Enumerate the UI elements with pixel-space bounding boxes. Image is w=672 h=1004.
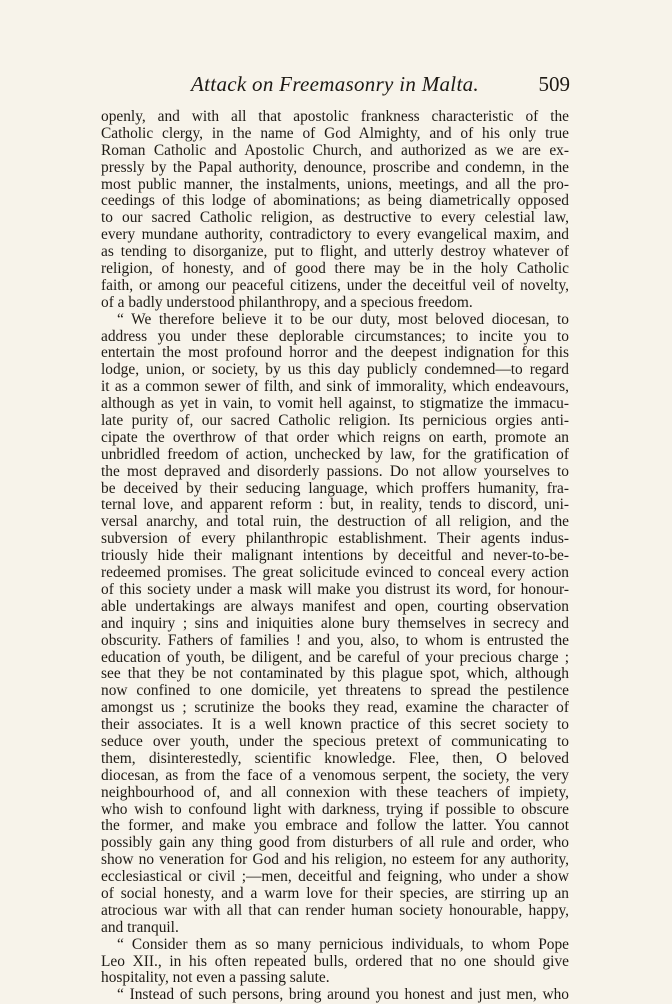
text-line: Leo XII., in his often repeated bulls, ordered that no one should give [101,953,569,970]
text-line: pressly by the Papal authority, denounce, proscribe and condemn, in the [101,159,569,176]
text-line: entertain the most profound horror and the deepest indignation for this [101,345,569,362]
text-line: atrocious war with all that can render human society honourable, happy, [101,902,569,919]
text-line: ceedings of this lodge of abominations; as being diametrically opposed [101,193,569,210]
text-line: “ Instead of such persons, bring around you honest and just men, who [117,987,569,1004]
text-line: diocesan, as from the face of a venomous serpent, the society, the very [101,767,569,784]
text-line: every mundane authority, contradictory to every evangelical maxim, and [101,227,569,244]
text-line: of this society under a mask will make you distrust its word, for honour- [101,581,569,598]
text-line: and tranquil. [101,919,179,936]
text-line: faith, or among our peaceful citizens, under the deceitful veil of novelty, [101,277,569,294]
text-line: “ Consider them as so many pernicious individuals, to whom Pope [117,936,569,953]
running-title: Attack on Freemasonry in Malta. [191,72,479,96]
text-line: subversion of every philanthropic establishment. Their agents indus- [101,531,569,548]
text-line: as tending to disorganize, put to flight, and utterly destroy whatever of [101,244,569,261]
text-line: although as yet in vain, to vomit hell against, to stigmatize the immacu- [101,396,569,413]
page-number: 509 [538,72,570,96]
text-line: now confined to one domicile, yet threatens to spread the pestilence [101,683,569,700]
text-line: be deceived by their seducing language, which proffers humanity, fra- [101,480,569,497]
text-line: able undertakings are always manifest and open, courting observation [101,598,569,615]
text-line: amongst us ; scrutinize the books they read, examine the character of [101,700,569,717]
text-line: the most depraved and disorderly passions. Do not allow yourselves to [101,463,569,480]
text-line: of a badly understood philanthropy, and a specious freedom. [101,294,473,311]
text-line: their associates. It is a well known practice of this secret society to [101,717,569,734]
text-line: redeemed promises. The great solicitude evinced to conceal every action [101,565,569,582]
text-line: cipate the overthrow of that order which reigns on earth, promote an [101,429,569,446]
text-line: neighbourhood of, and all connexion with these teachers of impiety, [101,784,569,801]
text-line: late purity of, our sacred Catholic religion. Its pernicious orgies anti- [101,413,569,430]
text-line: openly, and with all that apostolic frankness characteristic of the [101,109,569,125]
text-line: ecclesiastical or civil ;—men, deceitful and feigning, who under a show [101,869,569,886]
text-line: show no veneration for God and his religion, no esteem for any authority, [101,852,569,869]
text-line: it as a common sewer of filth, and sink of immorality, which endeavours, [101,379,569,396]
text-line: lodge, union, or society, by us this day publicly condemned—to regard [101,362,569,379]
text-line: to our sacred Catholic religion, as destructive to every celestial law, [101,210,569,227]
text-line: most public manner, the instalments, unions, meetings, and all the pro- [101,176,569,193]
text-line: education of youth, be diligent, and be careful of your precious charge ; [101,649,569,666]
text-line: possibly gain any thing good from disturbers of all rule and order, who [101,835,569,852]
text-line: Roman Catholic and Apostolic Church, and authorized as we are ex- [101,142,569,159]
text-line: hospitality, not even a passing salute. [101,970,330,987]
text-line: versal anarchy, and total ruin, the destruction of all religion, and the [101,514,569,531]
text-line: ternal love, and apparent reform : but, in reality, tends to discord, uni- [101,497,569,514]
text-line: triously hide their malignant intentions by deceitful and never-to-be- [101,548,569,565]
text-line: who wish to confound light with darkness, trying if possible to obscure [101,801,569,818]
text-line: Catholic clergy, in the name of God Almighty, and of his only true [101,125,569,142]
text-line: obscurity. Fathers of families ! and you, also, to whom is entrusted the [101,632,569,649]
text-line: religion, of honesty, and of good there may be in the holy Catholic [101,261,569,278]
text-line: unbridled freedom of action, unchecked by law, for the gratification of [101,446,569,463]
text-line: and inquiry ; sins and iniquities alone bury themselves in secrecy and [101,615,569,632]
text-line: address you under these deplorable circumstances; to incite you to [101,328,569,345]
text-line: see that they be not contaminated by this plague spot, which, although [101,666,569,683]
body-text [101,109,569,1004]
text-line: seduce over youth, under the specious pretext of communicating to [101,733,569,750]
text-line: them, disinterestedly, scientific knowledge. Flee, then, O beloved [101,750,569,767]
text-line: the former, and make you embrace and follow the latter. You cannot [101,818,569,835]
text-line: “ We therefore believe it to be our duty, most beloved diocesan, to [117,311,569,328]
text-line: of social honesty, and a warm love for their species, are stirring up an [101,885,569,902]
running-head [100,72,570,100]
